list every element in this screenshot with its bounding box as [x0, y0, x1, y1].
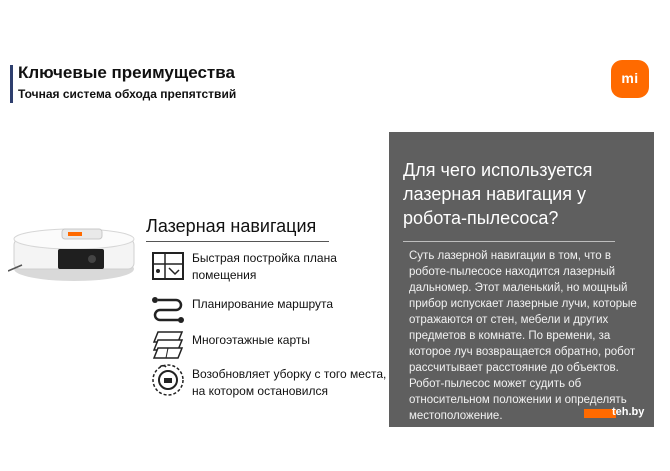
feature-text: Возобновляет уборку с того места, на котором остановился [192, 367, 387, 398]
panel-title: Для чего используется лазерная навигация у робота-пылесоса? [403, 160, 593, 228]
page-subtitle: Точная система обхода препятствий [18, 87, 237, 101]
panel-divider [403, 241, 615, 242]
features-divider [146, 241, 329, 242]
robot-vacuum-image [8, 215, 138, 287]
panel-body-text: Суть лазерной навигации в том, что в роботе-пылесосе находится лазерный дальномер. Этот маленький, но мощный прибор испускает лазерные лучи, которые отражаются от стен, мебели и других предметов в комнате. По времени, за которое луч возвращается обратно, робот рассчитывает расстояние до объектов. Робот-пылесос может судить об относительном положении и определять местоположение. [409, 250, 637, 422]
resume-cleaning-icon [150, 362, 186, 398]
watermark [584, 406, 648, 420]
brand-logo-text: mi [621, 70, 639, 86]
feature-text: Многоэтажные карты [192, 333, 310, 347]
header-accent-bar [10, 65, 13, 103]
page-title: Ключевые преимущества [18, 63, 235, 82]
brand-logo [611, 60, 649, 98]
layers-map-icon [150, 328, 186, 364]
watermark-text: teh.by [612, 406, 645, 418]
route-icon [150, 292, 186, 328]
feature-text: Планирование маршрута [192, 297, 334, 311]
feature-text: Быстрая постройка плана помещения [192, 251, 337, 282]
features-heading: Лазерная навигация [146, 216, 317, 236]
map-grid-icon [150, 250, 186, 286]
info-panel [389, 132, 654, 427]
